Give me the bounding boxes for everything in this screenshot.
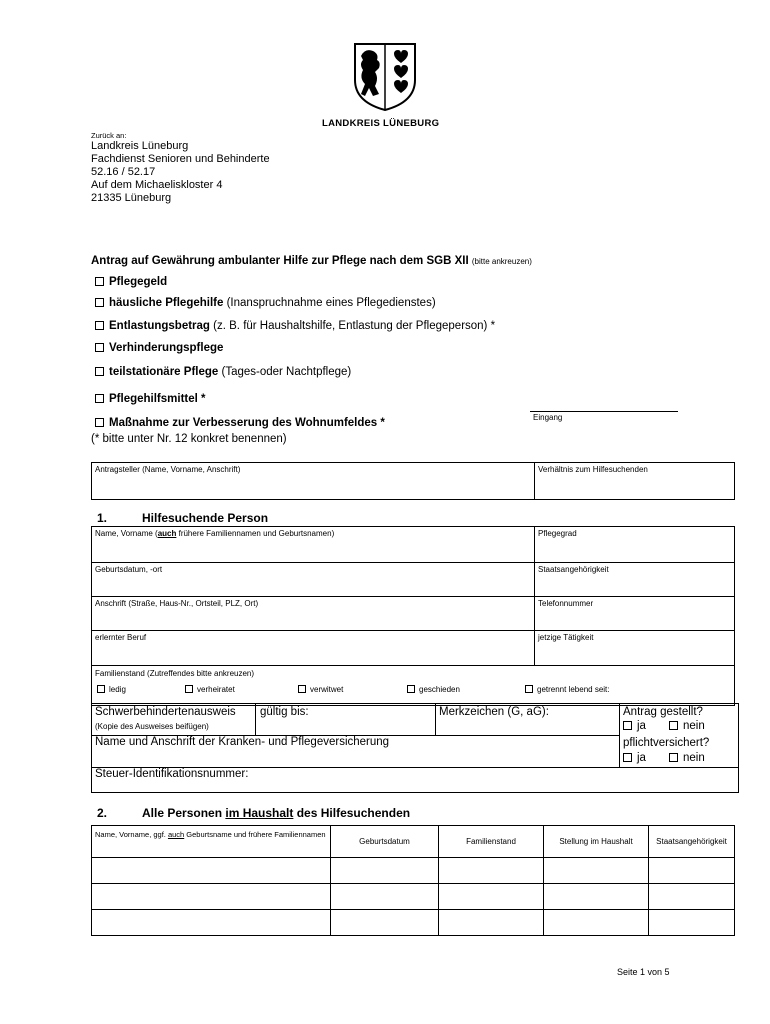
address-field-label[interactable]: Anschrift (Straße, Haus-Nr., Ortsteil, PLZ, Ort) (95, 599, 259, 608)
checkbox[interactable] (525, 685, 533, 693)
table-cell[interactable] (92, 858, 331, 884)
option-label: nein (683, 752, 705, 764)
marital-label: Familienstand (Zutreffendes bitte ankreuzen) (95, 669, 255, 678)
checkbox[interactable] (623, 753, 632, 762)
column-header: Familienstand (439, 826, 544, 858)
checkbox[interactable] (95, 367, 104, 376)
marital-option-verwitwet[interactable] (298, 685, 343, 694)
option-label: ja (637, 720, 646, 732)
footnote: (* bitte unter Nr. 12 konkret benennen) (91, 433, 287, 445)
checkbox[interactable] (298, 685, 306, 693)
form-title (91, 255, 532, 267)
option-label: Pflegegeld (109, 276, 168, 288)
section2-title (142, 806, 410, 820)
checkbox[interactable] (623, 721, 632, 730)
applied-no[interactable] (669, 720, 705, 732)
table-cell[interactable] (649, 858, 735, 884)
marital-option-getrennt[interactable] (525, 685, 610, 694)
birth-field-label[interactable]: Geburtsdatum, -ort (95, 565, 163, 574)
label-part: Name, Vorname, ggf. (95, 830, 168, 839)
label-part: frühere Familiennamen und Geburtsnamen) (176, 529, 335, 538)
name-field-label[interactable] (95, 529, 334, 538)
table-cell[interactable] (649, 910, 735, 936)
checkbox[interactable] (95, 343, 104, 352)
return-address (91, 140, 270, 205)
address-line: Fachdienst Senioren und Behinderte (91, 153, 270, 165)
current-job-field-label[interactable]: jetzige Tätigkeit (538, 633, 594, 642)
marital-option-ledig[interactable] (97, 685, 126, 694)
return-label: Zurück an: (91, 131, 127, 140)
address-line: 21335 Lüneburg (91, 192, 172, 204)
phone-field-label[interactable]: Telefonnummer (538, 599, 594, 608)
table-header-row (92, 826, 735, 858)
applicant-name-label: Antragsteller (Name, Vorname, Anschrift) (95, 465, 241, 474)
option-wohnumfeld[interactable] (95, 417, 385, 429)
title-main: Antrag auf Gewährung ambulanter Hilfe zur Pflege nach dem SGB XII (91, 255, 469, 267)
option-label: häusliche Pflegehilfe (109, 297, 224, 309)
checkbox[interactable] (669, 721, 678, 730)
coat-of-arms-icon (353, 42, 417, 112)
checkbox[interactable] (185, 685, 193, 693)
address-line: 52.16 / 52.17 (91, 166, 156, 178)
option-label: verwitwet (310, 685, 344, 694)
checkbox[interactable] (95, 277, 104, 286)
table-cell[interactable] (331, 858, 439, 884)
compulsory-yes[interactable] (623, 752, 646, 764)
checkbox[interactable] (97, 685, 105, 693)
eingang-line (530, 411, 678, 412)
title-part: Alle Personen (142, 806, 226, 820)
row-divider (91, 665, 735, 666)
row-divider (91, 596, 735, 597)
table-cell[interactable] (439, 910, 544, 936)
option-teilstationaere-pflege[interactable] (95, 366, 351, 378)
option-detail: (z. B. für Haushaltshilfe, Entlastung der Pflegeperson) * (209, 320, 496, 332)
compulsory-no[interactable] (669, 752, 705, 764)
row-divider (91, 630, 735, 631)
option-pflegehilfsmittel[interactable] (95, 393, 206, 405)
address-line: Auf dem Michaeliskloster 4 (91, 179, 223, 191)
tax-id-label[interactable]: Steuer-Identifikationsnummer: (95, 768, 249, 780)
profession-field-label[interactable]: erlernter Beruf (95, 633, 147, 642)
section1-grid (91, 526, 735, 706)
address-line: Landkreis Lüneburg (91, 140, 189, 152)
option-label: verheiratet (197, 685, 235, 694)
option-label: Pflegehilfsmittel * (109, 393, 206, 405)
option-label: teilstationäre Pflege (109, 366, 219, 378)
checkbox[interactable] (95, 321, 104, 330)
table-row[interactable] (92, 858, 735, 884)
applied-yes[interactable] (623, 720, 646, 732)
column-header: Geburtsdatum (331, 826, 439, 858)
coat-of-arms-logo (353, 42, 417, 112)
title-underline: im Haushalt (225, 806, 294, 820)
option-entlastungsbetrag[interactable] (95, 320, 495, 332)
option-verhinderungspflege[interactable] (95, 342, 223, 354)
relation-label: Verhältnis zum Hilfesuchenden (538, 465, 648, 474)
table-cell[interactable] (439, 884, 544, 910)
col-divider (619, 703, 620, 767)
divider (534, 462, 535, 500)
org-label: LANDKREIS LÜNEBURG (322, 118, 440, 129)
row-divider (91, 562, 735, 563)
insurance-label[interactable]: Name und Anschrift der Kranken- und Pflegeversicherung (95, 736, 390, 748)
marks-label[interactable]: Merkzeichen (G, aG): (439, 706, 549, 718)
section1-number: 1. (97, 511, 108, 525)
page-number: Seite 1 von 5 (617, 967, 670, 977)
label-underline: auch (167, 830, 185, 839)
marital-option-verheiratet[interactable] (185, 685, 235, 694)
checkbox[interactable] (95, 418, 104, 427)
option-label: geschieden (419, 685, 460, 694)
citizenship-field-label[interactable]: Staatsangehörigkeit (538, 565, 609, 574)
title-part: des Hilfesuchenden (293, 806, 411, 820)
checkbox[interactable] (669, 753, 678, 762)
pflegegrad-field-label[interactable]: Pflegegrad (538, 529, 577, 538)
table-cell[interactable] (544, 884, 649, 910)
option-haeusliche-pflegehilfe[interactable] (95, 297, 436, 309)
marital-option-geschieden[interactable] (407, 685, 460, 694)
compulsory-label: pflichtversichert? (623, 737, 710, 749)
label-underline: auch (157, 529, 177, 538)
option-label: Verhinderungspflege (109, 342, 224, 354)
checkbox[interactable] (95, 394, 104, 403)
checkbox[interactable] (407, 685, 415, 693)
column-header-name (92, 826, 331, 858)
option-label: getrennt lebend seit: (537, 685, 610, 694)
option-label: nein (683, 720, 705, 732)
option-label: ledig (109, 685, 126, 694)
section1-title: Hilfesuchende Person (142, 511, 269, 525)
eingang-label: Eingang (533, 413, 563, 422)
applied-label: Antrag gestellt? (623, 706, 703, 718)
option-detail: (Inanspruchnahme eines Pflegedienstes) (223, 297, 436, 309)
disability-card-label[interactable]: Schwerbehindertenausweis (95, 706, 236, 718)
title-hint: (bitte ankreuzen) (471, 257, 532, 266)
household-table (91, 825, 735, 936)
table-cell[interactable] (92, 910, 331, 936)
label-part: Name, Vorname ( (95, 529, 158, 538)
valid-until-label[interactable]: gültig bis: (260, 706, 309, 718)
table-cell[interactable] (331, 910, 439, 936)
column-header: Stellung im Haushalt (544, 826, 649, 858)
column-header: Staatsangehörigkeit (649, 826, 735, 858)
table-row[interactable] (92, 910, 735, 936)
table-cell[interactable] (544, 858, 649, 884)
disability-card-note: (Kopie des Ausweises beifügen) (95, 722, 209, 731)
option-label: Entlastungsbetrag (109, 320, 210, 332)
label-part: Geburtsname und frühere Familiennamen (184, 830, 326, 839)
table-cell[interactable] (544, 910, 649, 936)
table-row[interactable] (92, 884, 735, 910)
table-cell[interactable] (92, 884, 331, 910)
col-divider (534, 526, 535, 665)
table-cell[interactable] (331, 884, 439, 910)
checkbox[interactable] (95, 298, 104, 307)
col-divider (255, 703, 256, 735)
option-label: Maßnahme zur Verbesserung des Wohnumfeldes * (109, 417, 385, 429)
col-divider (435, 703, 436, 735)
option-pflegegeld[interactable] (95, 276, 167, 288)
option-detail: (Tages-oder Nachtpflege) (218, 366, 352, 378)
table-cell[interactable] (649, 884, 735, 910)
section2-number: 2. (97, 806, 108, 820)
table-cell[interactable] (439, 858, 544, 884)
option-label: ja (637, 752, 646, 764)
